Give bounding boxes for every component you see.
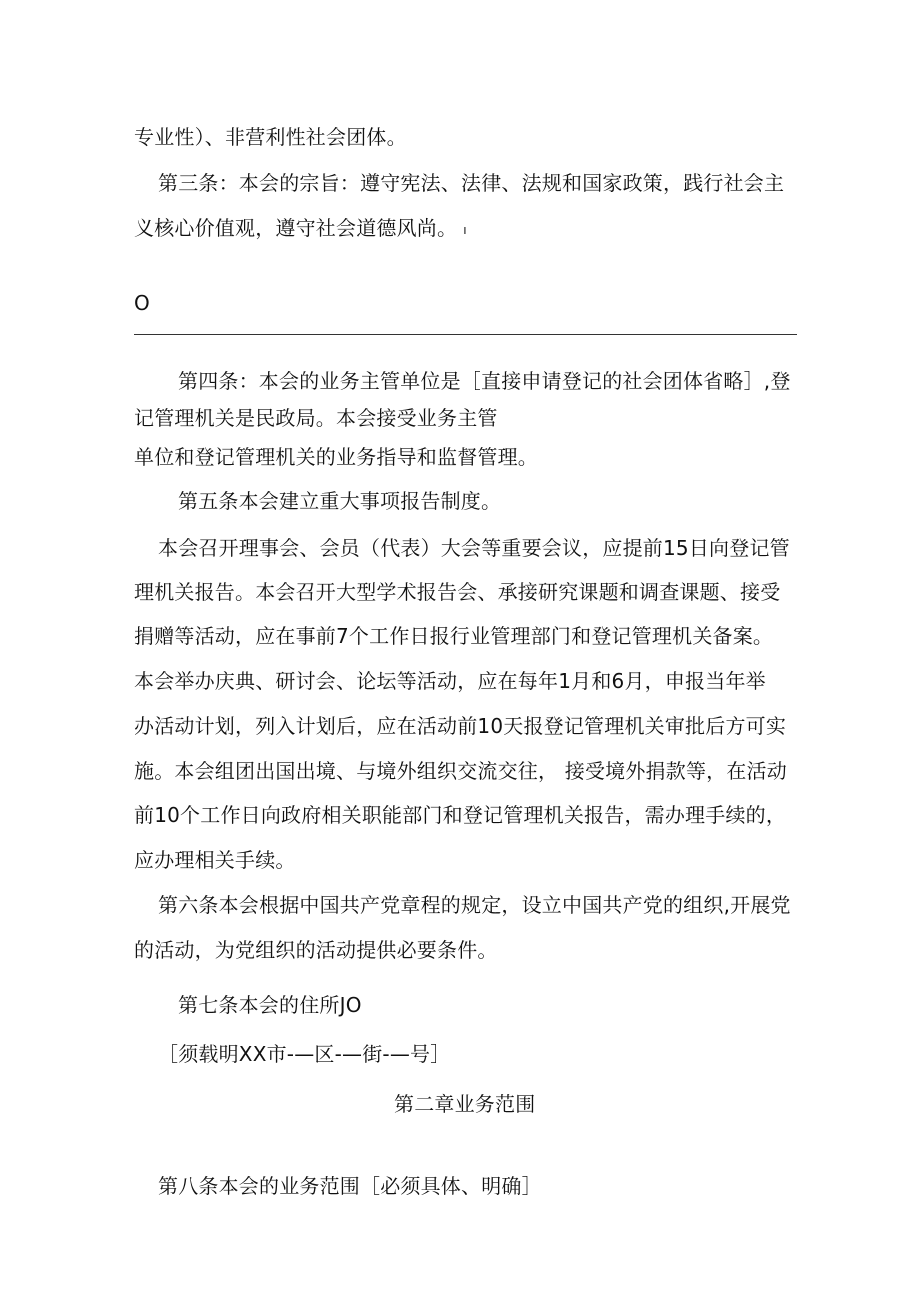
article-5-heading: 第五条本会建立重大事项报告制度。 [178, 489, 502, 513]
article-6-line-1: 第六条本会根据中国共产党章程的规定，设立中国共产党的组织,开展党 [158, 893, 791, 917]
article-6-line-2: 的活动，为党组织的活动提供必要条件。 [134, 938, 498, 962]
text-line-1: 专业性）、非营利性社会团体。 [134, 125, 407, 149]
horizontal-divider [134, 334, 797, 335]
report-para-line-6: 施。本会组团出国出境、与境外组织交流交往， 接受境外捐款等，在活动 [134, 759, 787, 783]
chapter-2-title: 第二章业务范围 [394, 1092, 536, 1116]
article-8-heading: 第八条本会的业务范围［必须具体、明确］ [158, 1174, 542, 1198]
article-4-line-2: 记管理机关是民政局。本会接受业务主管 [134, 406, 498, 430]
article-3-line-1: 第三条：本会的宗旨：遵守宪法、法律、法规和国家政策，践行社会主 [158, 171, 785, 195]
article-4-line-1: 第四条：本会的业务主管单位是［直接申请登记的社会团体省略］,登 [178, 369, 791, 393]
report-para-line-1: 本会召开理事会、会员（代表）大会等重要会议，应提前15日向登记管 [158, 536, 790, 560]
article-3-line-2 [134, 214, 467, 244]
article-7-heading: 第七条本会的住所JO [178, 993, 362, 1017]
article-4-line-3: 单位和登记管理机关的业务指导和监督管理。 [134, 445, 538, 469]
report-para-line-2: 理机关报告。本会召开大型学术报告会、承接研究课题和调查课题、接受 [134, 580, 781, 604]
report-para-line-5: 办活动计划，列入计划后，应在活动前10天报登记管理机关审批后方可实 [134, 714, 787, 738]
address-note: ［须载明XX市-—区-—街-—号］ [158, 1042, 451, 1066]
report-para-line-8: 应办理相关手续。 [134, 848, 296, 872]
report-para-line-3: 捐赠等活动，应在事前7个工作日报行业管理部门和登记管理机关备案。 [134, 624, 774, 648]
stray-o: O [134, 291, 150, 315]
report-para-line-4: 本会举办庆典、研讨会、论坛等活动，应在每年1月和6月，申报当年举 [134, 669, 766, 693]
cursor-mark: ı [463, 222, 467, 237]
report-para-line-7: 前10个工作日向政府相关职能部门和登记管理机关报告，需办理手续的， [134, 803, 787, 827]
article-3-line-2-text: 义核心价值观，遵守社会道德风尚。 [134, 216, 458, 240]
